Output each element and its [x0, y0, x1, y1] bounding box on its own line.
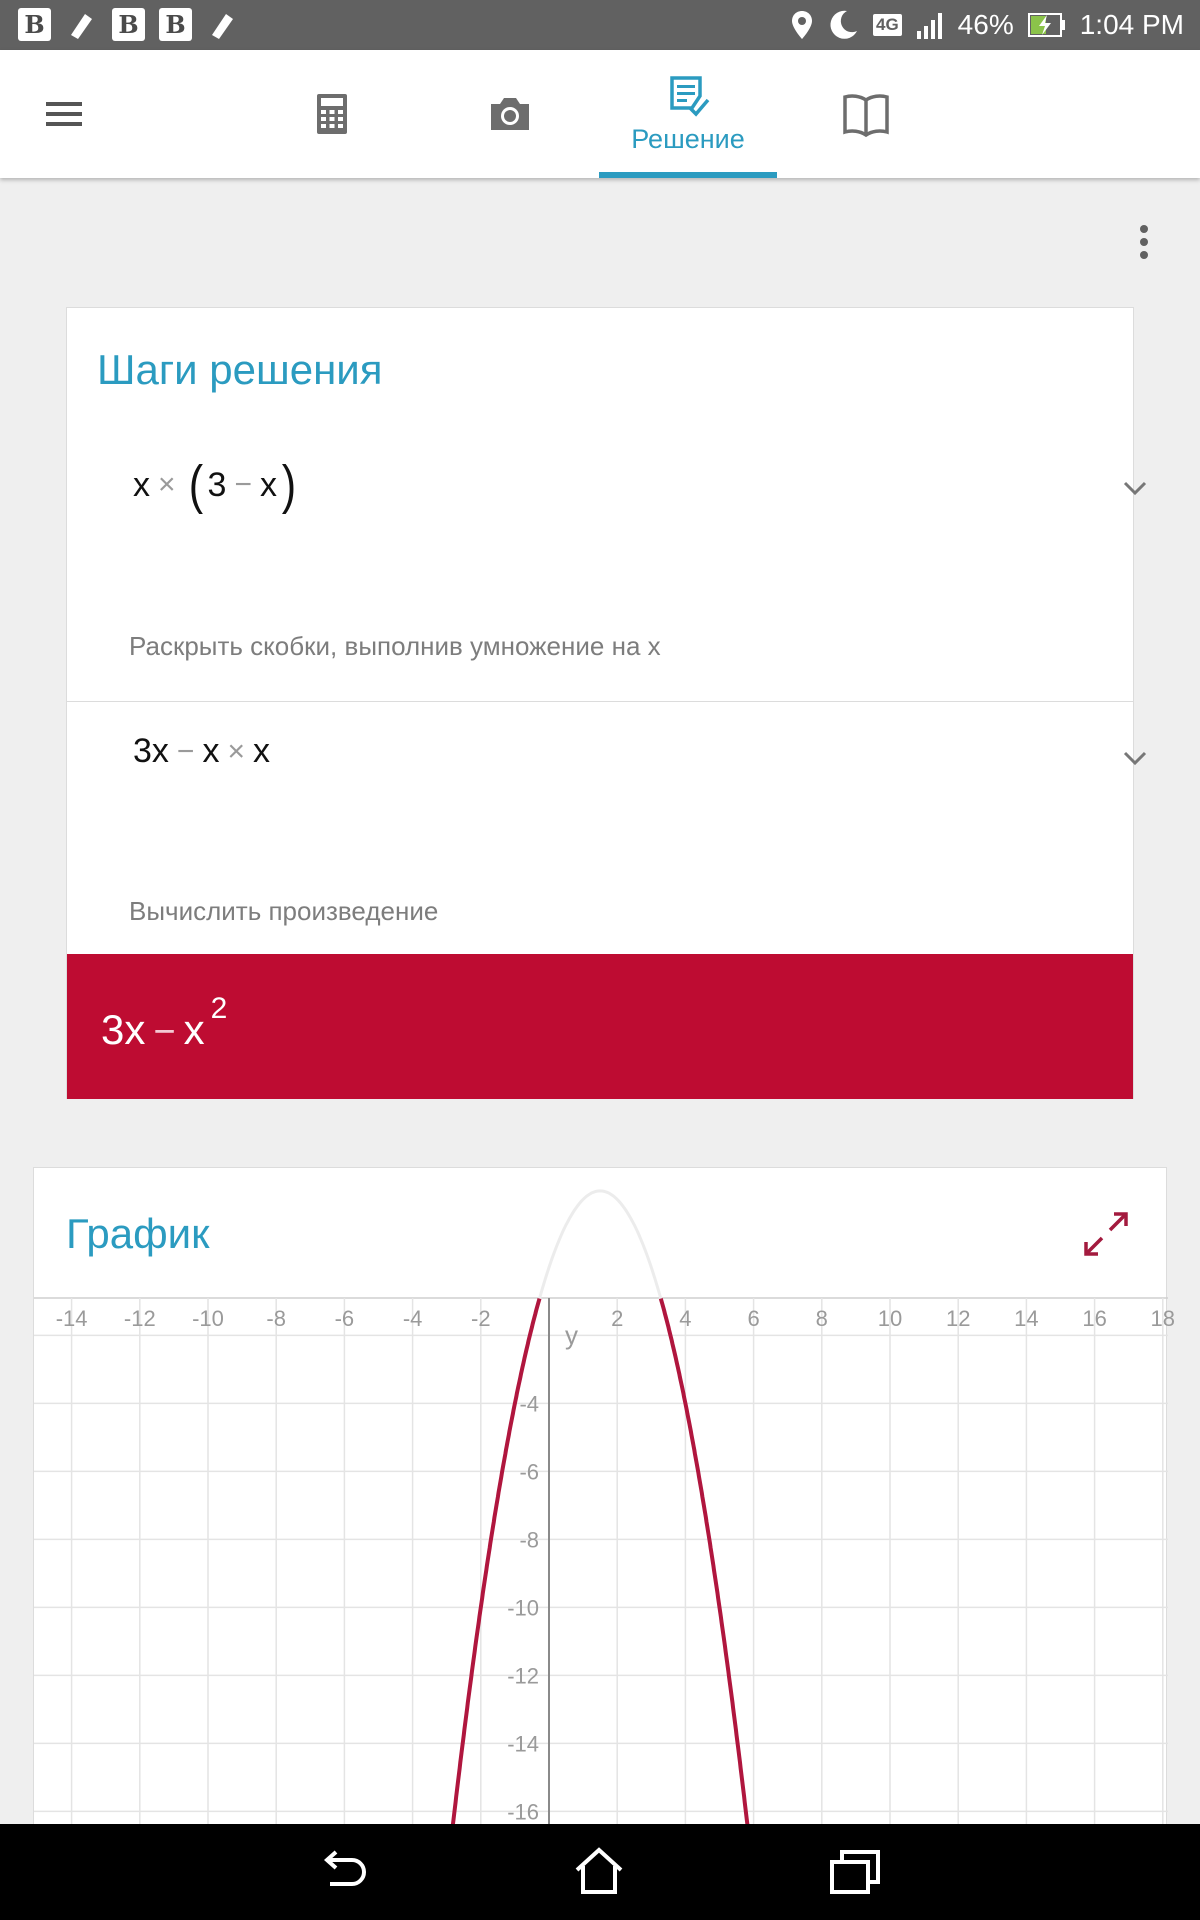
- navigation-bar: [0, 1824, 1200, 1920]
- term: x: [133, 465, 150, 504]
- expand-graph-button[interactable]: [1080, 1208, 1132, 1260]
- home-icon: [571, 1844, 627, 1900]
- notification-icon: B: [18, 8, 51, 41]
- x-tick-label: 18: [1150, 1306, 1176, 1331]
- y-tick-label: -8: [519, 1527, 539, 1553]
- x-tick-label: -6: [334, 1306, 355, 1331]
- right-paren: ): [281, 455, 297, 515]
- step-2[interactable]: [67, 702, 1133, 954]
- notification-icon: B: [159, 8, 192, 41]
- x-tick-label: 12: [945, 1306, 971, 1331]
- curve-offscreen-part: [522, 1191, 679, 1371]
- y-axis-label: y: [565, 1320, 578, 1350]
- step-1[interactable]: [67, 308, 1133, 701]
- camera-icon: [487, 94, 533, 134]
- network-type: 4G: [873, 14, 902, 36]
- y-tick-label: -16: [507, 1799, 539, 1825]
- operator: ×: [158, 468, 176, 501]
- term: 3x: [133, 732, 169, 770]
- y-tick-label: -6: [519, 1459, 539, 1485]
- pen-notification-icon: [206, 8, 239, 41]
- do-not-disturb-moon-icon: [827, 9, 859, 41]
- result-bar: [67, 954, 1133, 1099]
- graph-plot-area[interactable]: [34, 1298, 1176, 1828]
- left-paren: (: [188, 455, 203, 515]
- location-icon: [791, 10, 813, 40]
- function-curve: [451, 1299, 750, 1844]
- calculator-icon: [315, 92, 349, 136]
- operator: −: [153, 1011, 176, 1053]
- status-bar: [0, 0, 1200, 50]
- step-2-hint: Вычислить произведение: [129, 896, 439, 926]
- operator: −: [234, 468, 252, 501]
- step-2-expression: [133, 732, 270, 771]
- battery-charging-icon: [1028, 12, 1066, 38]
- x-tick-label: -12: [123, 1306, 156, 1331]
- home-button[interactable]: [571, 1844, 627, 1900]
- term: x: [202, 732, 220, 770]
- result-expression: [101, 992, 228, 1054]
- book-icon: [842, 92, 890, 136]
- overflow-menu-button[interactable]: [1126, 222, 1162, 266]
- app-bar: [0, 50, 1200, 178]
- step-1-expression: [133, 455, 301, 515]
- exponent: 2: [210, 992, 228, 1025]
- x-tick-label: 2: [611, 1306, 624, 1331]
- expand-icon: [1080, 1208, 1132, 1260]
- x-tick-label: 16: [1082, 1306, 1107, 1331]
- step-1-hint: Раскрыть скобки, выполнив умножение на x: [129, 631, 661, 661]
- x-tick-label: -4: [402, 1306, 423, 1331]
- recent-apps-icon: [828, 1844, 884, 1900]
- term: 3x: [101, 1006, 146, 1053]
- back-icon: [314, 1844, 370, 1900]
- graph-title: График: [66, 1210, 210, 1257]
- operator: −: [176, 734, 195, 768]
- hamburger-menu-icon: [40, 90, 88, 138]
- y-tick-label: -4: [519, 1391, 539, 1417]
- x-tick-label: -10: [192, 1306, 224, 1331]
- steps-title: Шаги решения: [97, 346, 383, 393]
- solution-steps-card: [66, 307, 1134, 1099]
- active-tab-indicator: [599, 172, 777, 178]
- y-tick-label: -10: [507, 1595, 539, 1621]
- x-tick-label: 6: [747, 1306, 760, 1331]
- recent-apps-button[interactable]: [828, 1844, 884, 1900]
- y-tick-label: -12: [507, 1663, 539, 1689]
- tab-camera[interactable]: [421, 50, 599, 178]
- operator: ×: [227, 734, 245, 768]
- pen-notification-icon: [65, 8, 98, 41]
- term: 3: [207, 465, 227, 504]
- notification-icon: B: [112, 8, 145, 41]
- x-tick-label: -14: [55, 1306, 88, 1331]
- chevron-down-icon[interactable]: [1119, 472, 1151, 504]
- system-status: [791, 0, 1184, 50]
- term: x: [252, 732, 270, 770]
- x-tick-label: 10: [877, 1306, 903, 1331]
- notification-icons: [18, 8, 239, 41]
- clock: 1:04 PM: [1079, 9, 1184, 40]
- tab-solution-label: Решение: [631, 123, 745, 154]
- tab-solution[interactable]: [599, 50, 777, 178]
- term: x: [183, 1006, 205, 1053]
- x-tick-label: 4: [679, 1306, 692, 1331]
- y-tick-label: -14: [507, 1731, 539, 1757]
- x-tick-label: 8: [815, 1306, 828, 1331]
- graph-card: [33, 1167, 1176, 1827]
- battery-percent: 46%: [957, 9, 1014, 40]
- x-tick-label: -2: [471, 1306, 491, 1331]
- signal-icon: [916, 11, 944, 39]
- back-button[interactable]: [314, 1844, 370, 1900]
- x-tick-label: -8: [266, 1306, 286, 1331]
- more-vert-icon: [1126, 222, 1162, 266]
- function-graph: [34, 1298, 1176, 1828]
- tab-book[interactable]: [777, 50, 955, 178]
- x-tick-label: 14: [1014, 1306, 1039, 1331]
- chevron-down-icon[interactable]: [1119, 742, 1151, 774]
- solution-icon: [666, 74, 710, 118]
- tab-calculator[interactable]: [243, 50, 421, 178]
- menu-button[interactable]: [40, 90, 88, 138]
- term: x: [259, 465, 277, 504]
